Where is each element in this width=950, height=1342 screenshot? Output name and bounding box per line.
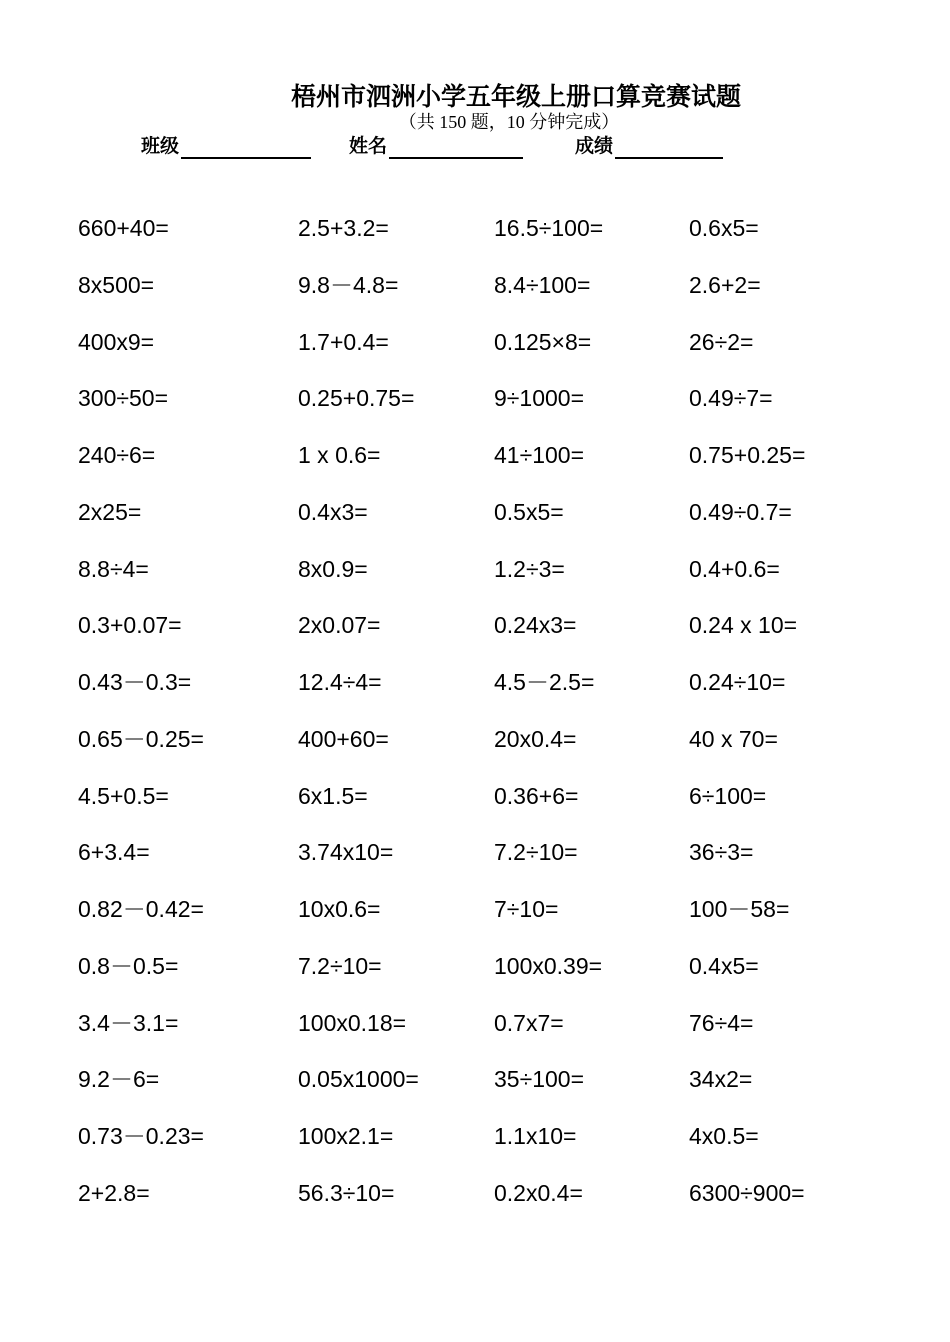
problem-item: 0.4x5= <box>689 952 759 979</box>
problem-row <box>0 314 950 370</box>
problem-item: 0.73－0.23= <box>78 1123 204 1149</box>
problem-item: 35÷100= <box>494 1066 585 1093</box>
problem-item: 660+40= <box>78 215 169 241</box>
problem-item: 0.75+0.25= <box>689 442 806 468</box>
problem-item: 2.5+3.2= <box>298 215 389 241</box>
problem-item: 8x500= <box>78 271 155 298</box>
problem-item: 7.2÷10= <box>298 952 382 979</box>
problem-row <box>0 427 950 483</box>
problem-item: 0.2x0.4= <box>494 1179 583 1206</box>
problem-item: 240÷6= <box>78 442 156 468</box>
problem-row <box>0 881 950 937</box>
problem-item: 26÷2= <box>689 328 754 355</box>
problem-item: 8.8÷4= <box>78 555 149 582</box>
problem-row <box>0 1165 950 1221</box>
problem-item: 0.49÷7= <box>689 385 773 412</box>
problem-item: 0.125×8= <box>494 328 592 355</box>
problem-item: 4x0.5= <box>689 1123 759 1149</box>
problem-item: 0.24÷10= <box>689 669 786 695</box>
problem-item: 100x2.1= <box>298 1123 394 1149</box>
problem-item: 100－58= <box>689 896 790 922</box>
name-label: 姓名 <box>349 135 388 157</box>
problem-item: 0.4+0.6= <box>689 555 780 582</box>
problem-row <box>0 768 950 824</box>
score-field <box>575 131 723 159</box>
problem-item: 0.7x7= <box>494 1009 564 1036</box>
problem-item: 0.5x5= <box>494 498 564 525</box>
problem-item: 9.8－4.8= <box>298 271 399 298</box>
problem-item: 41÷100= <box>494 442 585 468</box>
problem-row <box>0 995 950 1051</box>
problem-item: 0.8－0.5= <box>78 952 179 979</box>
page-subtitle: （共 150 题，10 分钟完成） <box>398 112 620 132</box>
problem-item: 0.82－0.42= <box>78 896 204 922</box>
problem-item: 400x9= <box>78 328 155 355</box>
problem-item: 9÷1000= <box>494 385 585 412</box>
problem-item: 1.1x10= <box>494 1123 577 1149</box>
problem-item: 0.24x3= <box>494 612 577 639</box>
problem-item: 3.74x10= <box>298 839 394 866</box>
problem-item: 0.3+0.07= <box>78 612 182 639</box>
problem-item: 4.5－2.5= <box>494 669 595 695</box>
problem-item: 76÷4= <box>689 1009 754 1036</box>
page-title: 梧州市泗洲小学五年级上册口算竞赛试题 <box>290 82 741 111</box>
score-blank[interactable] <box>615 133 723 159</box>
problem-row <box>0 257 950 313</box>
problem-item: 0.24 x 10= <box>689 612 798 639</box>
problem-item: 7.2÷10= <box>494 839 578 866</box>
class-field <box>141 131 311 159</box>
problem-item: 10x0.6= <box>298 896 381 922</box>
class-label: 班级 <box>141 135 180 157</box>
problem-item: 0.4x3= <box>298 498 368 525</box>
problem-item: 2+2.8= <box>78 1179 150 1206</box>
score-label: 成绩 <box>575 135 614 157</box>
problem-row <box>0 711 950 767</box>
problem-item: 34x2= <box>689 1066 753 1093</box>
problem-row <box>0 1051 950 1107</box>
student-info-fields <box>0 131 950 161</box>
problem-item: 0.36+6= <box>494 782 579 809</box>
problem-row <box>0 654 950 710</box>
problem-item: 8.4÷100= <box>494 271 591 298</box>
problem-row <box>0 370 950 426</box>
problem-item: 2x0.07= <box>298 612 381 639</box>
problem-item: 400+60= <box>298 725 389 752</box>
problem-item: 1.2÷3= <box>494 555 565 582</box>
problem-item: 8x0.9= <box>298 555 368 582</box>
problem-row <box>0 541 950 597</box>
problem-item: 100x0.18= <box>298 1009 407 1036</box>
problem-item: 56.3÷10= <box>298 1179 395 1206</box>
problem-item: 40 x 70= <box>689 725 778 752</box>
problem-item: 7÷10= <box>494 896 559 922</box>
problem-item: 2x25= <box>78 498 142 525</box>
problem-item: 2.6+2= <box>689 271 761 298</box>
problem-item: 0.05x1000= <box>298 1066 419 1093</box>
problem-item: 0.65－0.25= <box>78 725 204 752</box>
problem-row <box>0 938 950 994</box>
problem-item: 6300÷900= <box>689 1179 805 1206</box>
problem-item: 100x0.39= <box>494 952 603 979</box>
problem-item: 3.4－3.1= <box>78 1009 179 1036</box>
problem-item: 12.4÷4= <box>298 669 382 695</box>
problem-item: 1 x 0.6= <box>298 442 381 468</box>
problem-item: 36÷3= <box>689 839 754 866</box>
problem-item: 9.2－6= <box>78 1066 160 1093</box>
problem-item: 6x1.5= <box>298 782 368 809</box>
problem-item: 1.7+0.4= <box>298 328 389 355</box>
problem-item: 6÷100= <box>689 782 767 809</box>
problem-item: 0.43－0.3= <box>78 669 192 695</box>
name-field <box>349 131 523 159</box>
problem-item: 20x0.4= <box>494 725 577 752</box>
class-blank[interactable] <box>181 133 311 159</box>
problem-item: 0.6x5= <box>689 215 759 241</box>
problem-row <box>0 484 950 540</box>
problem-item: 0.25+0.75= <box>298 385 415 412</box>
name-blank[interactable] <box>389 133 523 159</box>
problem-row <box>0 597 950 653</box>
problem-item: 300÷50= <box>78 385 169 412</box>
problem-row <box>0 200 950 256</box>
problem-item: 4.5+0.5= <box>78 782 169 809</box>
problem-row <box>0 824 950 880</box>
problem-item: 16.5÷100= <box>494 215 604 241</box>
problem-item: 0.49÷0.7= <box>689 498 792 525</box>
problem-item: 6+3.4= <box>78 839 150 866</box>
problem-row <box>0 1108 950 1164</box>
